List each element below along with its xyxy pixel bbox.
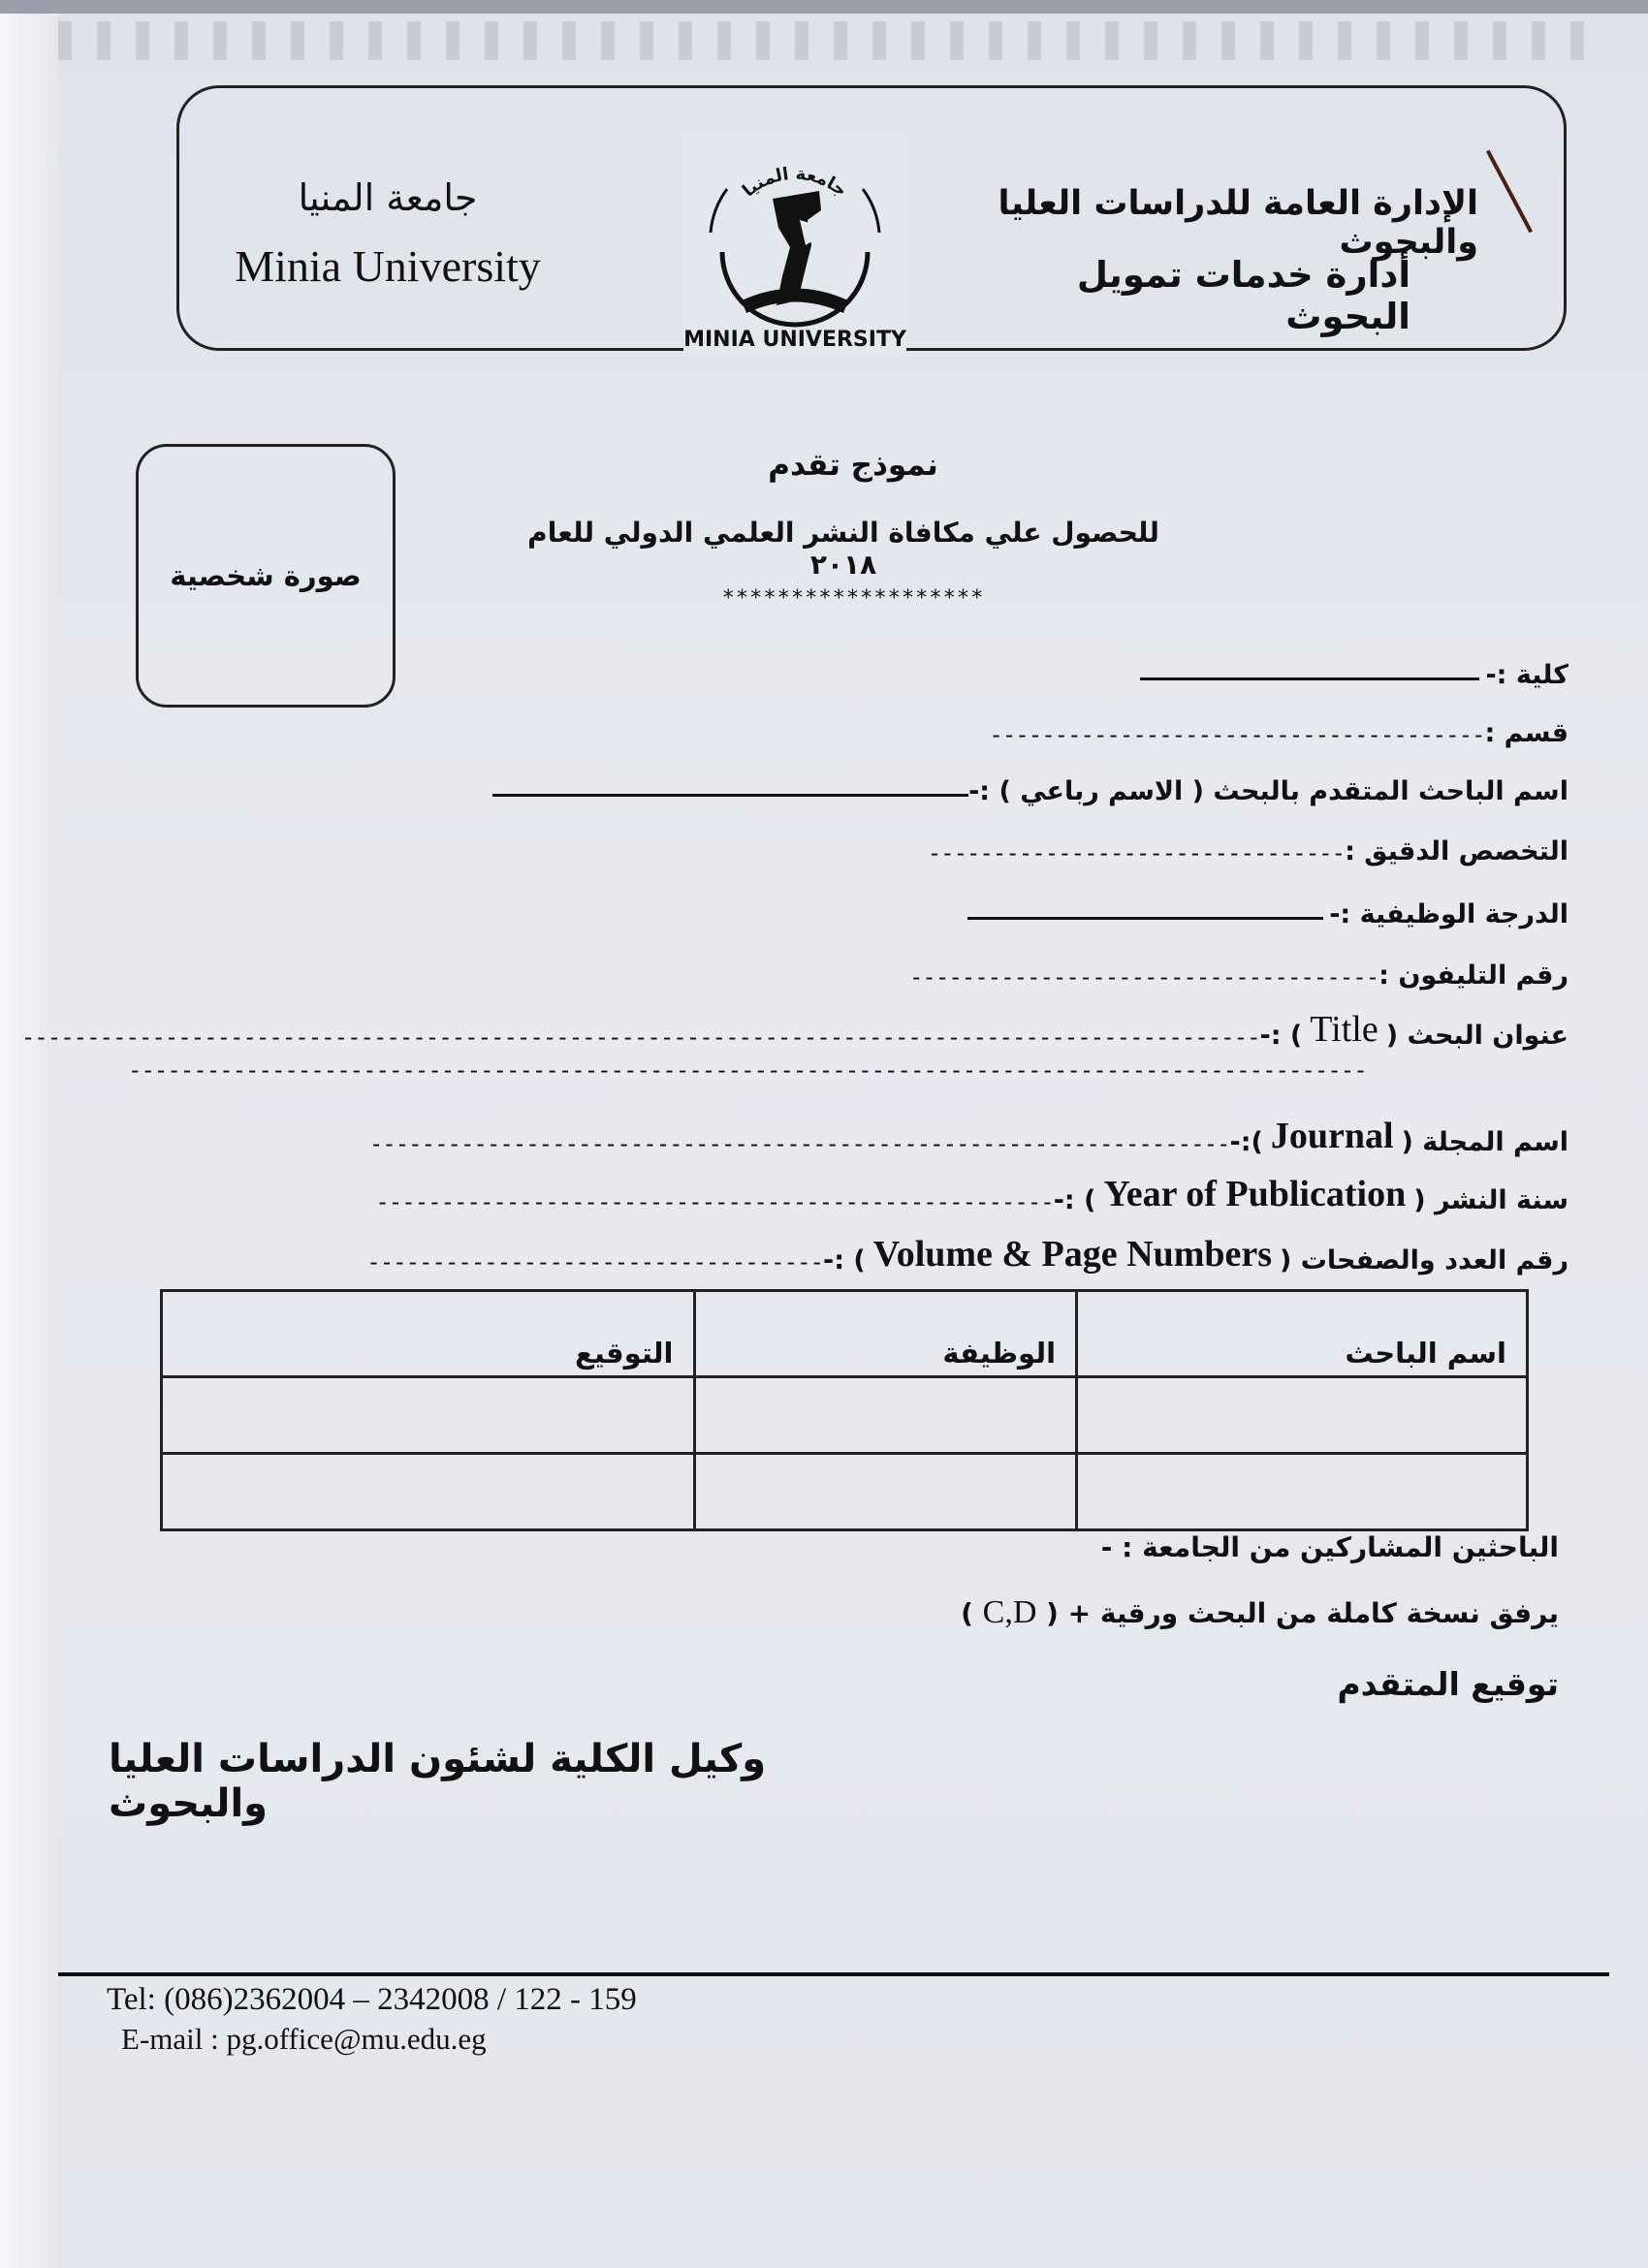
journal-label: اسم المجلة ( <box>1401 1127 1569 1157</box>
phone-line[interactable]: ------------------------------------ <box>908 963 1379 991</box>
faculty-label: كلية :- <box>1485 660 1569 690</box>
col-researcher-name: اسم الباحث <box>1077 1291 1528 1377</box>
table-cell[interactable] <box>694 1454 1077 1530</box>
scan-top-edge <box>0 0 1648 14</box>
specialization-field[interactable] <box>927 824 1569 866</box>
volume-pages-label: رقم العدد والصفحات ( <box>1280 1245 1569 1276</box>
job-grade-label: الدرجة الوظيفية :- <box>1329 899 1569 929</box>
scan-edge <box>0 0 58 2268</box>
form-subtitle: للحصول علي مكافاة النشر العلمي الدولي للعام ٢٠١٨ <box>527 517 1159 581</box>
publication-year-field[interactable] <box>375 1173 1569 1215</box>
research-title-suffix: ) :- <box>1259 1021 1303 1051</box>
phone-field[interactable] <box>908 948 1569 991</box>
department-line[interactable]: -------------------------------------- <box>989 721 1485 748</box>
nefertiti-logo-icon <box>683 131 906 354</box>
faculty-line[interactable] <box>1140 677 1479 680</box>
research-title-label: عنوان البحث ( <box>1385 1021 1569 1051</box>
attachment-note <box>961 1594 1559 1631</box>
footer-divider <box>58 1972 1609 1976</box>
applicant-signature-label: توقيع المتقدم <box>1337 1665 1559 1703</box>
research-title-field[interactable] <box>20 1008 1569 1051</box>
journal-field[interactable] <box>368 1115 1569 1157</box>
faculty-field[interactable] <box>1084 647 1569 690</box>
university-logo <box>683 131 906 354</box>
research-title-line[interactable]: ----------------------------------------------------------------------------------------------- <box>20 1024 1260 1051</box>
table-cell[interactable] <box>694 1377 1077 1454</box>
co-researchers-table <box>160 1289 1529 1531</box>
applicant-name-field[interactable] <box>492 764 1569 806</box>
applicant-name-label: اسم الباحث المتقدم بالبحث ( الاسم رباعي ) :- <box>968 776 1569 806</box>
publication-year-label: سنة النشر ( <box>1413 1185 1569 1215</box>
table-row <box>162 1454 1528 1530</box>
phone-label: رقم التليفون : <box>1379 961 1569 991</box>
university-name-arabic: جامعة المنيا <box>298 176 478 219</box>
journal-latin: Journal <box>1270 1116 1394 1156</box>
table-cell[interactable] <box>1077 1454 1528 1530</box>
job-grade-field[interactable] <box>967 887 1569 929</box>
attachment-text: يرفق نسخة كاملة من البحث ورقية + ( <box>1046 1597 1559 1629</box>
attachment-latin: C,D <box>982 1594 1037 1630</box>
col-position: الوظيفة <box>694 1291 1077 1377</box>
attachment-suffix: ) <box>961 1597 973 1629</box>
volume-pages-line[interactable]: ----------------------------------- <box>366 1248 823 1276</box>
funding-department-title: أدارة خدمات تمويل البحوث <box>1076 254 1410 337</box>
table-row <box>162 1377 1528 1454</box>
table-cell[interactable] <box>162 1377 695 1454</box>
specialization-label: التخصص الدقيق : <box>1345 836 1569 866</box>
personal-photo-box[interactable] <box>136 444 396 708</box>
logo-ring-text: جامعة المنيا <box>738 163 851 202</box>
volume-pages-suffix: ) :- <box>822 1245 866 1276</box>
research-title-line-2[interactable]: ----------------------------------------------------------------------------------------------- <box>128 1056 1367 1084</box>
volume-pages-field[interactable] <box>347 1233 1569 1276</box>
university-name-english: Minia University <box>235 241 541 291</box>
form-title: نموذج تقدم <box>768 448 938 483</box>
journal-suffix: ):- <box>1229 1127 1263 1157</box>
department-field[interactable] <box>989 706 1569 748</box>
photo-label: صورة شخصية <box>170 559 362 592</box>
logo-caption: MINIA UNIVERSITY <box>683 328 906 352</box>
volume-pages-latin: Volume & Page Numbers <box>872 1234 1273 1275</box>
publication-year-latin: Year of Publication <box>1103 1174 1407 1214</box>
stars-divider: ******************* <box>721 586 985 611</box>
footer-phone: Tel: (086)2362004 – 2342008 / 122 - 159 <box>107 1982 637 2017</box>
applicant-name-line[interactable] <box>492 794 968 797</box>
table-cell[interactable] <box>162 1454 695 1530</box>
specialization-line[interactable]: -------------------------------- <box>927 839 1346 866</box>
vice-dean-signature-label: وكيل الكلية لشئون الدراسات العليا والبحوث <box>109 1737 767 1826</box>
department-label: قسم : <box>1484 718 1569 748</box>
journal-line[interactable]: ------------------------------------------------------------------ <box>368 1130 1230 1157</box>
scan-noise <box>58 21 1609 60</box>
publication-year-suffix: ) :- <box>1053 1185 1096 1215</box>
table-cell[interactable] <box>1077 1377 1528 1454</box>
research-title-latin: Title <box>1310 1009 1379 1050</box>
footer-email: E-mail : pg.office@mu.edu.eg <box>121 2022 487 2056</box>
col-signature: التوقيع <box>162 1291 695 1377</box>
participants-note: الباحثين المشاركين من الجامعة : - <box>1100 1531 1559 1563</box>
table-header-row <box>162 1291 1528 1377</box>
general-directorate-title: الإدارة العامة للدراسات العليا والبحوث <box>998 184 1478 262</box>
job-grade-line[interactable] <box>967 917 1323 920</box>
publication-year-line[interactable]: ---------------------------------------------------- <box>375 1188 1054 1215</box>
